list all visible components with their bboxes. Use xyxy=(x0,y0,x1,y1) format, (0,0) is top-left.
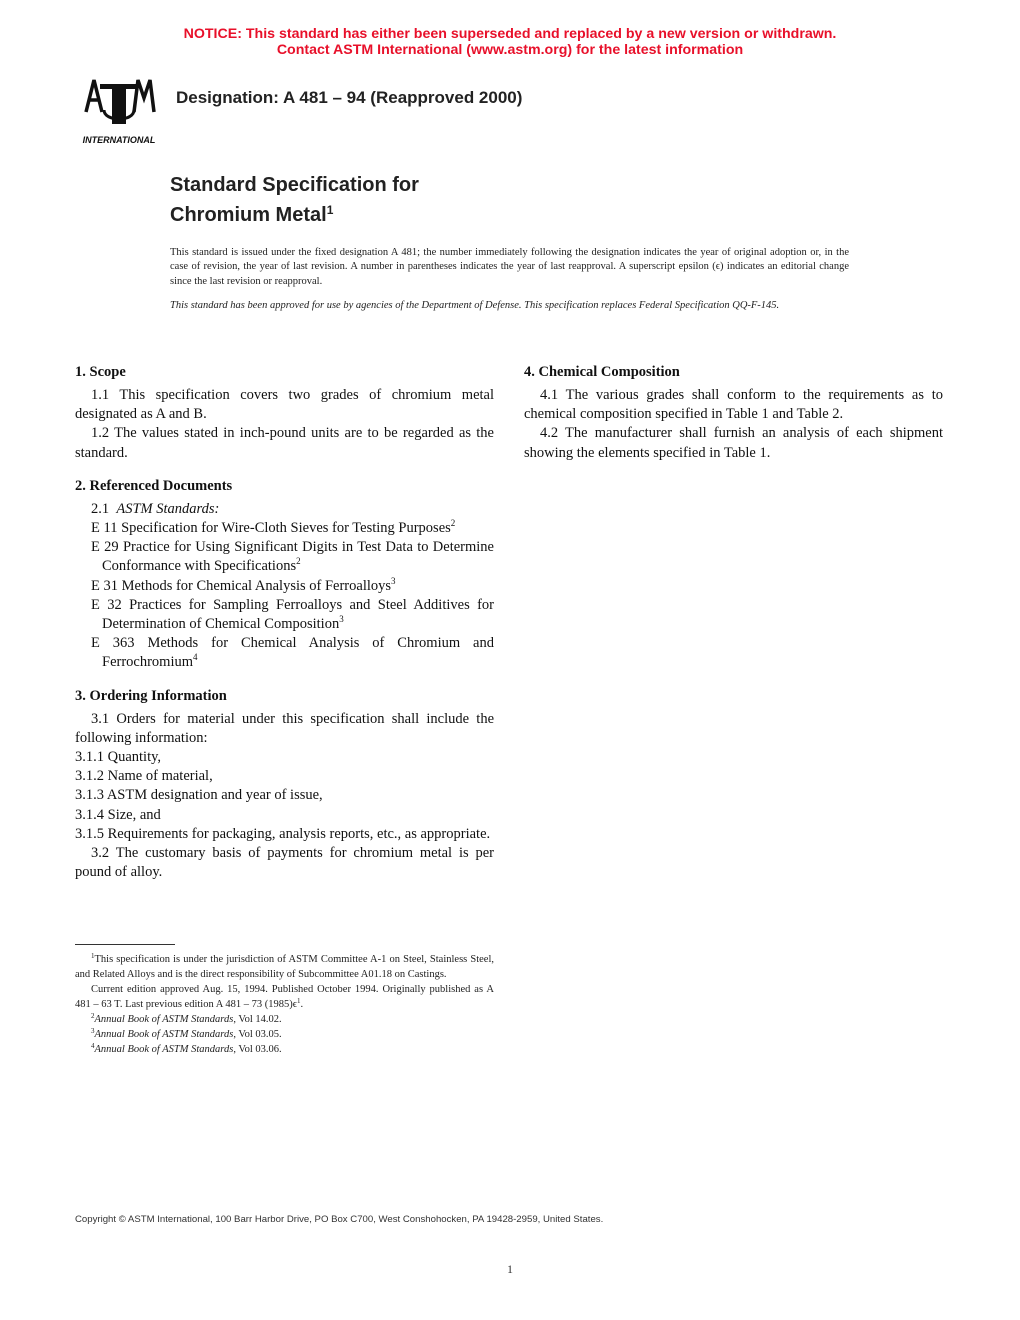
ref-item: E 363 Methods for Chemical Analysis of Chromium and Ferrochromium$^4$ xyxy=(91,635,494,671)
left-column xyxy=(75,360,494,882)
ordering-item: 3.1.2 Name of material, xyxy=(75,768,213,785)
scope-heading: 1. Scope xyxy=(75,364,126,380)
designation: Designation: A 481 – 94 (Reapproved 2000) xyxy=(176,88,523,107)
ordering-heading: 3. Ordering Information xyxy=(75,687,227,704)
refdocs-heading: 2. Referenced Documents xyxy=(75,477,233,494)
notice-line-2: Contact ASTM International (www.astm.org) for the latest information xyxy=(276,41,744,58)
footnote-ref: $^4$Annual Book of ASTM Standards, Vol 03.06. xyxy=(91,1042,282,1055)
right-column xyxy=(524,360,943,463)
chemical-para-2: 4.2 The manufacturer shall furnish an analysis of each shipment showing the elements specified in Table 1. xyxy=(524,425,943,461)
ordering-para-2: 3.2 The customary basis of payments for chromium metal is per pound of alloy. xyxy=(75,845,494,881)
approval-note: This standard has been approved for use by agencies of the Department of Defense. This specification replaces Federal Specification QQ-F-145. xyxy=(170,299,780,311)
title-line-1: Standard Specification for xyxy=(170,174,419,196)
ordering-item: 3.1.3 ASTM designation and year of issue, xyxy=(75,787,323,804)
ref-item: E 32 Practices for Sampling Ferroalloys and Steel Additives for Determination of Chemical Composition$^3$ xyxy=(91,596,494,633)
logo-caption: INTERNATIONAL xyxy=(82,135,156,145)
footnote-divider xyxy=(75,944,175,945)
refdocs-sub-label: ASTM Standards: xyxy=(116,500,220,517)
edition-note: Current edition approved Aug. 15, 1994. Published October 1994. Originally published as A 481 – 63 T. Last previous edition A 481 – 73 $(1985)\epsilon^1$. xyxy=(75,984,494,1010)
footnotes xyxy=(75,952,494,1057)
astm-logo xyxy=(74,72,164,148)
document-title xyxy=(170,173,419,228)
ref-item: E 11 Specification for Wire-Cloth Sieves for Testing Purposes$^2$ xyxy=(91,518,456,537)
footnote-ref: $^3$Annual Book of ASTM Standards, Vol 03.05. xyxy=(91,1027,282,1040)
title-line-2: Chromium Metal xyxy=(170,204,327,226)
scope-para-2: 1.2 The values stated in inch-pound units are to be regarded as the standard. xyxy=(75,425,494,461)
ordering-para-1: 3.1 Orders for material under this specification shall include the following information: xyxy=(75,710,494,746)
intro-notes xyxy=(170,246,849,313)
scope-para-1: 1.1 This specification covers two grades of chromium metal designated as A and B. xyxy=(75,387,494,423)
ordering-item: 3.1.4 Size, and xyxy=(75,806,161,823)
copyright: Copyright © ASTM International, 100 Barr Harbor Drive, PO Box C700, West Conshohocken, PA 19428-2959, United States. xyxy=(75,1214,604,1225)
chemical-heading: 4. Chemical Composition xyxy=(524,364,680,380)
withdrawal-notice xyxy=(0,27,1020,58)
refdocs-sub-num: 2.1 xyxy=(91,500,110,517)
ordering-item: 3.1.1 Quantity, xyxy=(75,749,162,766)
page-number: 1 xyxy=(507,1262,513,1276)
notice-line-1: NOTICE: This standard has either been superseded and replaced by a new version or withdrawn. xyxy=(183,26,837,42)
ref-item: E 31 Methods for Chemical Analysis of Ferroalloys$^3$ xyxy=(91,575,396,594)
refdocs-subheading xyxy=(75,500,494,519)
ref-item: E 29 Practice for Using Significant Digits in Test Data to Determine Conformance with Specifications$^2$ xyxy=(91,539,494,575)
ordering-item: 3.1.5 Requirements for packaging, analysis reports, etc., as appropriate. xyxy=(75,825,491,842)
footnote-1: $^1$This specification is under the jurisdiction of ASTM Committee A-1 on Steel, Stainless Steel, and Related Alloys and is the direct responsibility of Subcommittee A01.18 on Castings. xyxy=(75,952,494,980)
title-footnote-mark: 1 xyxy=(326,203,334,217)
footnote-ref: $^2$Annual Book of ASTM Standards, Vol 14.02. xyxy=(91,1012,282,1025)
issued-note: This standard is issued under the fixed designation A 481; the number immediately following the designation indicates the year of original adoption or, in the case of revision, the year of last revision. A number in parentheses indicates the year of last reapproval. A superscript epsilon (ϵ) indicates an editorial change since the last revision or reapproval. xyxy=(170,247,849,287)
chemical-para-1: 4.1 The various grades shall conform to the requirements as to chemical composition specified in Table 1 and Table 2. xyxy=(524,387,943,423)
